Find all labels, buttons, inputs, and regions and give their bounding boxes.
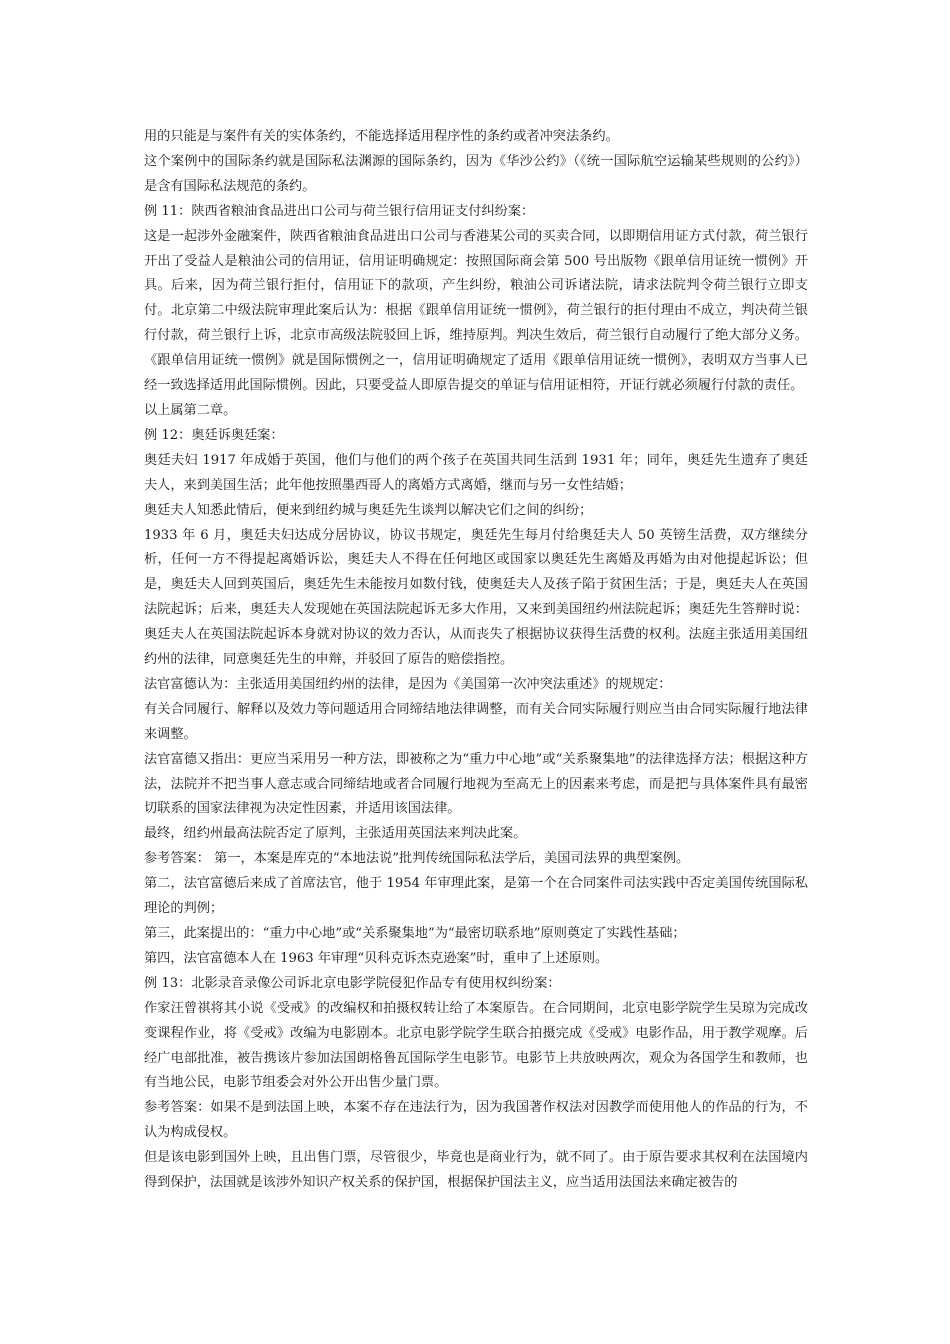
- paragraph: 以上属第二章。: [144, 402, 237, 418]
- answer-paragraph: 参考答案：如果不是到法国上映，本案不存在违法行为，因为我国著作权法对因教学而使用他人的作品的行为，不认为构成侵权。: [144, 1100, 808, 1141]
- paragraph: 奥廷夫妇 1917 年成婚于英国，他们与他们的两个孩子在英国共同生活到 1931 年；同年，奥廷先生遗弃了奥廷夫人，来到美国生活；此年他按照墨西哥人的离婚方式离婚，继而与另一女性结婚；: [144, 452, 808, 493]
- paragraph: 这个案例中的国际条约就是国际私法渊源的国际条约，因为《华沙公约》（《统一国际航空运输某些规则的公约》）是含有国际私法规范的条约。: [144, 153, 808, 194]
- paragraph: 法官富德又指出：更应当采用另一种方法，即被称之为“重力中心地”或“关系聚集地”的法律选择方法；根据这种方法，法院并不把当事人意志或合同缔结地或者合同履行地视为至高无上的因素来考虑，而是把与具体案件具有最密切联系的国家法律视为决定性因素，并适用该国法律。: [144, 751, 808, 817]
- paragraph: 这是一起涉外金融案件，陕西省粮油食品进出口公司与香港某公司的买卖合同，以即期信用证方式付款，荷兰银行开出了受益人是粮油公司的信用证，信用证明确规定：按照国际商会第 500 号出版物《跟单信用证统一惯例》开具。后来，因为荷兰银行拒付，信用证下的款项，产生纠纷，粮油公司诉诸法院，请求法院判令荷兰银行立即支付。北京第二中级法院审理此案后认为：根据《跟单信用证统一惯例》，荷兰银行的拒付理由不成立，判决荷兰银行付款，荷兰银行上诉，北京市高级法院驳回上诉，维持原判。判决生效后，荷兰银行自动履行了绝大部分义务。《跟单信用证统一惯例》就是国际惯例之一，信用证明确规定了适用《跟单信用证统一惯例》，表明双方当事人已经一致选择适用此国际惯例。因此，只要受益人即原告提交的单证与信用证相符，开证行就必须履行付款的责任。: [144, 228, 808, 394]
- paragraph: 有关合同履行、解释以及效力等问题适用合同缔结地法律调整，而有关合同实际履行则应当由合同实际履行地法律来调整。: [144, 701, 808, 742]
- paragraph: 但是该电影到国外上映，且出售门票，尽管很少，毕竟也是商业行为，就不同了。由于原告要求其权利在法国境内得到保护，法国就是该涉外知识产权关系的保护国，根据保护国法主义，应当适用法国法来确定被告的: [144, 1150, 808, 1191]
- paragraph: 法官富德认为：主张适用美国纽约州的法律，是因为《美国第一次冲突法重述》的规规定：: [144, 676, 672, 692]
- paragraph: 第四，法官富德本人在 1963 年审理“贝科克诉杰克逊案”时，重申了上述原则。: [144, 950, 609, 966]
- paragraph: 作家汪曾祺将其小说《受戒》的改编权和拍摄权转让给了本案原告。在合同期间，北京电影学院学生吴琼为完成改变课程作业，将《受戒》改编为电影剧本。北京电影学院学生联合拍摄完成《受戒》电影作品，用于教学观摩。后经广电部批准，被告携该片参加法国朗格鲁瓦国际学生电影节。电影节上共放映两次，观众为各国学生和教师，也有当地公民，电影节组委会对外公开出售少量门票。: [144, 1000, 808, 1091]
- document-body: [144, 125, 808, 1196]
- paragraph: 第二，法官富德后来成了首席法官，他于 1954 年审理此案，是第一个在合同案件司法实践中否定美国传统国际私理论的判例；: [144, 876, 808, 917]
- case-heading: 例 12：奥廷诉奥廷案：: [144, 427, 284, 443]
- answer-paragraph: 参考答案： 第一，本案是库克的“本地法说”批判传统国际私法学后，美国司法界的典型案例。: [144, 851, 690, 867]
- paragraph: 第三，此案提出的：“重力中心地”或“关系聚集地”为“最密切联系地”原则奠定了实践性基础；: [144, 926, 686, 941]
- case-heading: 例 11：陕西省粮油食品进出口公司与荷兰银行信用证支付纠纷案：: [144, 203, 535, 219]
- case-heading: 例 13：北影录音录像公司诉北京电影学院侵犯作品专有使用权纠纷案：: [144, 975, 561, 991]
- paragraph: 最终，纽约州最高法院否定了原判，主张适用英国法来判决此案。: [144, 826, 527, 842]
- paragraph: 用的只能是与案件有关的实体条约，不能选择适用程序性的条约或者冲突法条约。: [144, 129, 619, 144]
- paragraph: 奥廷夫人知悉此情后，便来到纽约城与奥廷先生谈判以解决它们之间的纠纷；: [144, 502, 593, 518]
- paragraph: 1933 年 6 月，奥廷夫妇达成分居协议，协议书规定，奥廷先生每月付给奥廷夫人 50 英镑生活费，双方继续分析，任何一方不得提起离婚诉讼，奥廷夫人不得在任何地区或国家以奥廷先生离婚及再婚为由对他提起诉讼；但是，奥廷夫人回到英国后，奥廷先生未能按月如数付钱，使奥廷夫人及孩子陷于贫困生活；于是，奥廷夫人在英国法院起诉；后来，奥廷夫人发现她在英国法院起诉无多大作用，又来到美国纽约州法院起诉；奥廷先生答辩时说：奥廷夫人在英国法院起诉本身就对协议的效力否认，从而丧失了根据协议获得生活费的权利。法庭主张适用美国纽约州的法律，同意奥廷先生的申辩，并驳回了原告的赔偿指控。: [144, 527, 808, 668]
